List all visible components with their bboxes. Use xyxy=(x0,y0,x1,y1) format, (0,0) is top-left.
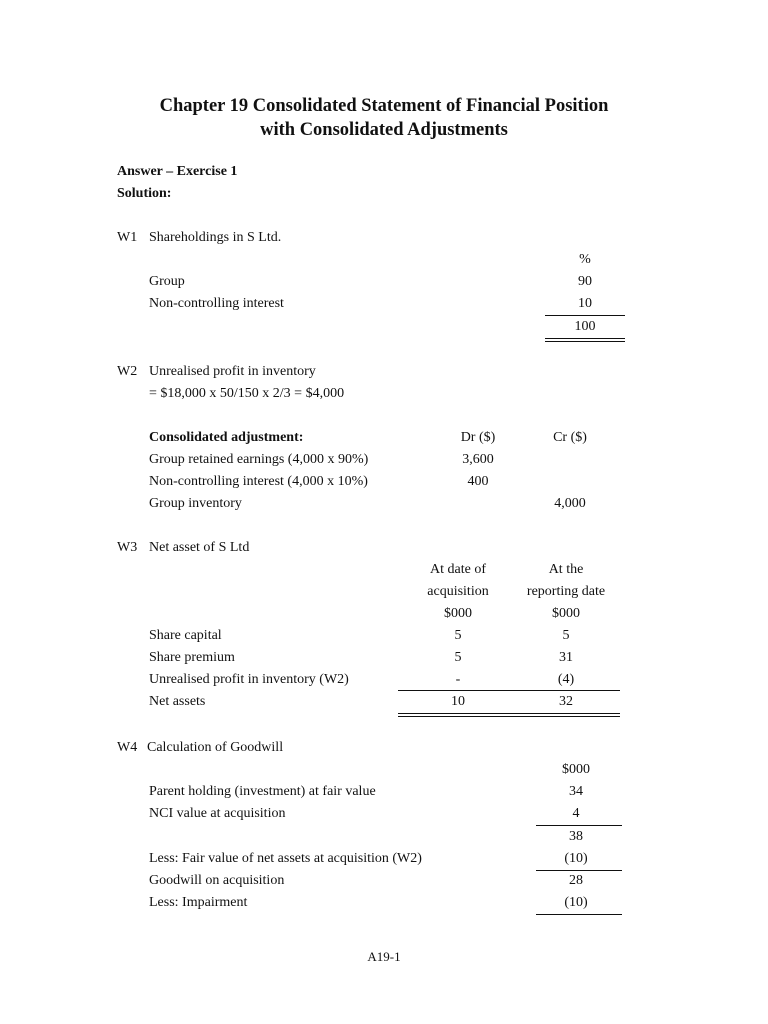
w3-col1-header: acquisition xyxy=(427,584,489,599)
solution-label: Solution: xyxy=(117,186,172,201)
w3-number: W3 xyxy=(117,540,138,555)
w3-col2-header: $000 xyxy=(552,606,580,621)
w4-col-header: $000 xyxy=(562,762,590,777)
w4-row-label: Goodwill on acquisition xyxy=(149,873,285,888)
w3-row-v1: 5 xyxy=(454,628,462,643)
w3-col2-header: At the xyxy=(548,562,584,577)
w1-subtotal-rule xyxy=(545,315,625,316)
w2-formula: = $18,000 x 50/150 x 2/3 = $4,000 xyxy=(149,386,345,401)
w4-row-value: 34 xyxy=(569,784,583,799)
w4-row-value: (10) xyxy=(564,851,588,866)
w3-total-label: Net assets xyxy=(149,694,206,709)
w2-number: W2 xyxy=(117,364,138,379)
page-title: Chapter 19 Consolidated Statement of Financial Position xyxy=(159,96,609,116)
w1-row-label: Non-controlling interest xyxy=(149,296,284,311)
w1-row-label: Group xyxy=(149,274,185,289)
w4-row-value: 4 xyxy=(572,806,580,821)
w3-row-v2: (4) xyxy=(557,672,575,687)
w1-total: 100 xyxy=(574,319,596,334)
w2-dr-header: Dr ($) xyxy=(460,430,496,445)
w1-title: Shareholdings in S Ltd. xyxy=(149,230,282,245)
answer-heading: Answer – Exercise 1 xyxy=(117,164,238,179)
w2-row-label: Group retained earnings (4,000 x 90%) xyxy=(149,452,369,467)
w4-row-value: (10) xyxy=(564,895,588,910)
w2-row-label: Non-controlling interest (4,000 x 10%) xyxy=(149,474,368,489)
w3-row-v1: - xyxy=(455,672,461,687)
w4-rule xyxy=(536,914,622,915)
w2-row-cr: 4,000 xyxy=(554,496,586,511)
w4-row-label: NCI value at acquisition xyxy=(149,806,286,821)
w1-number: W1 xyxy=(117,230,138,245)
w1-row-value: 90 xyxy=(578,274,592,289)
w3-row-label: Share capital xyxy=(149,628,222,643)
w3-row-label: Share premium xyxy=(149,650,235,665)
w3-title: Net asset of S Ltd xyxy=(149,540,250,555)
w4-rule xyxy=(536,825,622,826)
w4-row-label: Less: Impairment xyxy=(149,895,248,910)
w3-col1-header: At date of xyxy=(430,562,486,577)
w2-title: Unrealised profit in inventory xyxy=(149,364,316,379)
w1-col-header: % xyxy=(579,252,591,267)
w2-row-dr: 400 xyxy=(467,474,489,489)
w3-row-label: Unrealised profit in inventory (W2) xyxy=(149,672,349,687)
w4-number: W4 xyxy=(117,740,138,755)
w2-row-dr: 3,600 xyxy=(462,452,494,467)
w4-rule xyxy=(536,870,622,871)
w3-row-v2: 31 xyxy=(559,650,573,665)
w3-col2-header: reporting date xyxy=(526,584,606,599)
w4-title: Calculation of Goodwill xyxy=(147,740,284,755)
page-number: A19-1 xyxy=(367,949,401,964)
w3-row-v2: 5 xyxy=(562,628,570,643)
w2-row-label: Group inventory xyxy=(149,496,242,511)
w3-total-v2: 32 xyxy=(559,694,573,709)
w1-total-rule xyxy=(545,338,625,342)
page-subtitle: with Consolidated Adjustments xyxy=(260,120,508,140)
w2-adjustment-heading: Consolidated adjustment: xyxy=(149,430,304,445)
w4-row-label: Less: Fair value of net assets at acquisition (W2) xyxy=(149,851,422,866)
w3-subtotal-rule xyxy=(398,690,620,691)
w3-total-v1: 10 xyxy=(451,694,465,709)
w3-col1-header: $000 xyxy=(444,606,472,621)
w4-row-value: 38 xyxy=(569,829,583,844)
w4-row-value: 28 xyxy=(569,873,583,888)
w4-row-label: Parent holding (investment) at fair value xyxy=(149,784,376,799)
w1-row-value: 10 xyxy=(578,296,592,311)
w3-row-v1: 5 xyxy=(454,650,462,665)
w2-cr-header: Cr ($) xyxy=(553,430,587,445)
w3-total-rule xyxy=(398,713,620,717)
